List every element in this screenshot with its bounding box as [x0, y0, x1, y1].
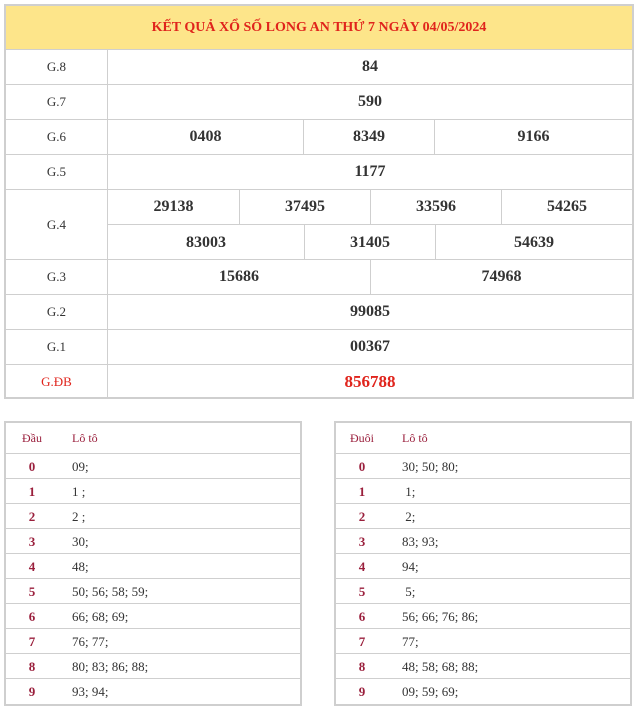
row-numbers: 30; 50; 80; — [402, 458, 459, 474]
row-numbers: 94; — [402, 558, 419, 574]
prize-label: G.8 — [6, 50, 108, 84]
row-digit: 9 — [28, 683, 36, 699]
table-row — [6, 628, 300, 654]
head-column-label: Đầu — [22, 430, 42, 445]
row-digit: 1 — [358, 483, 366, 499]
prize-row-g5 — [6, 154, 632, 189]
row-numbers: 2; — [402, 508, 416, 524]
prize-label-special: G.ĐB — [6, 365, 108, 398]
table-row — [336, 678, 630, 704]
table-row — [6, 478, 300, 504]
prize-label: G.1 — [6, 330, 108, 364]
loto-head-table — [4, 421, 302, 706]
prize-label: G.3 — [6, 260, 108, 294]
row-numbers: 09; — [72, 458, 89, 474]
table-row — [6, 678, 300, 704]
row-numbers: 83; 93; — [402, 533, 439, 549]
table-row — [6, 553, 300, 579]
table-row — [336, 503, 630, 529]
row-digit: 5 — [28, 583, 36, 599]
prize-label: G.2 — [6, 295, 108, 329]
prize-number: 29138 — [153, 198, 194, 215]
prize-number: 590 — [358, 93, 382, 110]
loto-column-label: Lô tô — [72, 430, 98, 445]
row-digit: 6 — [28, 608, 36, 624]
row-numbers: 1 ; — [72, 483, 86, 499]
row-numbers: 30; — [72, 533, 89, 549]
table-row — [6, 453, 300, 479]
prize-row-g7 — [6, 84, 632, 119]
table-row — [6, 578, 300, 604]
prize-label: G.4 — [6, 190, 108, 259]
loto-header — [336, 423, 630, 453]
prize-label: G.7 — [6, 85, 108, 119]
table-row — [336, 478, 630, 504]
prize-number: 54265 — [501, 190, 632, 224]
row-numbers: 1; — [402, 483, 416, 499]
table-row — [336, 453, 630, 479]
row-digit: 4 — [28, 558, 36, 574]
table-row — [336, 628, 630, 654]
tail-column-label: Đuôi — [350, 430, 374, 445]
table-row — [336, 603, 630, 629]
prize-number: 83003 — [186, 233, 226, 251]
prize-row-g6 — [6, 119, 632, 154]
row-numbers: 2 ; — [72, 508, 86, 524]
table-row — [6, 528, 300, 554]
row-numbers: 5; — [402, 583, 416, 599]
row-numbers: 09; 59; 69; — [402, 683, 459, 699]
table-row — [336, 653, 630, 679]
table-row — [6, 503, 300, 529]
prize-number: 15686 — [219, 268, 259, 285]
prize-row-special — [6, 364, 632, 398]
row-numbers: 93; 94; — [72, 683, 109, 699]
row-digit: 3 — [28, 533, 36, 549]
row-digit: 5 — [358, 583, 366, 599]
row-numbers: 66; 68; 69; — [72, 608, 129, 624]
prize-row-g3 — [6, 259, 632, 294]
row-numbers: 50; 56; 58; 59; — [72, 583, 149, 599]
row-digit: 3 — [358, 533, 366, 549]
row-digit: 0 — [28, 458, 36, 474]
prize-row-g1 — [6, 329, 632, 364]
prize-label: G.5 — [6, 155, 108, 189]
prize-number: 9166 — [434, 120, 632, 154]
prize-row-g4 — [6, 189, 632, 259]
row-digit: 8 — [28, 658, 36, 674]
prize-number: 84 — [362, 58, 378, 75]
loto-tail-table — [334, 421, 632, 706]
table-row — [6, 603, 300, 629]
row-digit: 8 — [358, 658, 366, 674]
row-numbers: 48; — [72, 558, 89, 574]
prize-number: 31405 — [304, 225, 435, 260]
row-numbers: 48; 58; 68; 88; — [402, 658, 479, 674]
prize-number: 00367 — [350, 338, 390, 355]
row-digit: 1 — [28, 483, 36, 499]
table-row — [6, 653, 300, 679]
prize-row-g2 — [6, 294, 632, 329]
prize-label: G.6 — [6, 120, 108, 154]
prize-row-g8 — [6, 49, 632, 84]
row-digit: 0 — [358, 458, 366, 474]
table-row — [336, 528, 630, 554]
prize-number: 0408 — [189, 128, 222, 145]
row-digit: 4 — [358, 558, 366, 574]
table-row — [336, 553, 630, 579]
row-digit: 2 — [358, 508, 366, 524]
prize-number: 99085 — [350, 303, 390, 320]
row-numbers: 76; 77; — [72, 633, 109, 649]
prize-number: 1177 — [354, 163, 386, 180]
row-digit: 7 — [28, 633, 36, 649]
row-digit: 6 — [358, 608, 366, 624]
loto-header — [6, 423, 300, 453]
special-prize-number: 856788 — [344, 371, 396, 391]
prize-number: 74968 — [370, 260, 632, 294]
results-table — [4, 4, 634, 399]
table-row — [336, 578, 630, 604]
prize-number: 8349 — [303, 120, 434, 154]
row-digit: 7 — [358, 633, 366, 649]
prize-number: 37495 — [239, 190, 370, 224]
prize-number: 54639 — [435, 225, 632, 260]
loto-column-label: Lô tô — [402, 430, 428, 445]
prize-number: 33596 — [370, 190, 501, 224]
row-digit: 9 — [358, 683, 366, 699]
row-numbers: 56; 66; 76; 86; — [402, 608, 479, 624]
row-digit: 2 — [28, 508, 36, 524]
row-numbers: 77; — [402, 633, 419, 649]
results-title: KẾT QUẢ XỔ SỐ LONG AN THỨ 7 NGÀY 04/05/2024 — [6, 6, 632, 49]
row-numbers: 80; 83; 86; 88; — [72, 658, 149, 674]
